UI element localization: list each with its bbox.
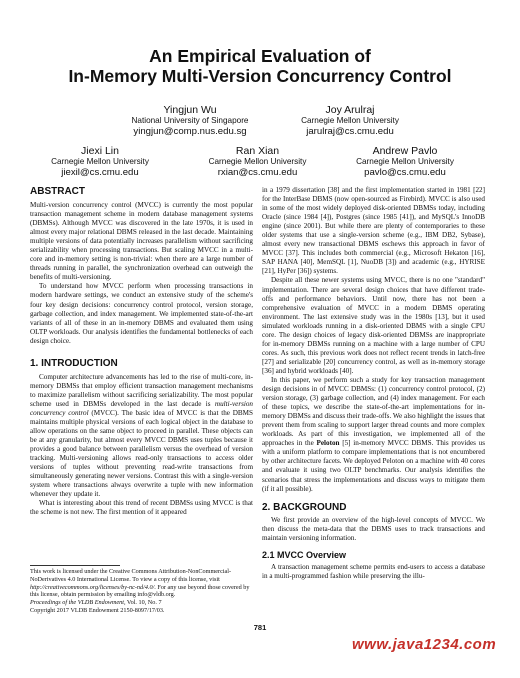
copyright-footnote	[30, 568, 253, 615]
license-link[interactable]: http://creativecommons.org/licenses/by-nc-nd/4.0/	[30, 583, 155, 591]
author-affiliation: National University of Singapore	[131, 116, 249, 125]
abstract-paragraph-1: Multi-version concurrency control (MVCC) is currently the most popular transaction management scheme in modern database management systems (DBMSs). Although MVCC was discovered in the late 1970s, it is used in almost every major relational DBMS released in the last decade. Maintaining multiple versions of data potentially increases parallelism without sacrificing serializability when processing transactions. But scaling MVCC in a multi-core and in-memory setting is non-trivial: when there are a large number of threads running in parallel, the synchronization overhead can outweigh the benefits of multi-versioning.	[30, 201, 253, 282]
intro-continued-paragraph-1: in a 1979 dissertation [38] and the first implementation started in 1981 [22] for the InterBase DBMS (now open-sourced as Firebird). MVCC is also used in some of the most widely deployed disk-oriented DBMSs today, including Oracle (since 1984 [4]), Postgres (since 1985 [41]), and MySQL's InnoDB engine (since 2001). But while there are plenty of contemporaries to these older systems that use a single-version scheme (e.g., IBM DB2, Sybase), almost every new transactional DBMS eschews this approach in favor of MVCC [37]. This includes both commercial (e.g., Microsoft Hekaton [16], SAP HANA [40], MemSQL [1], NuoDB [3]) and academic (e.g., HYRISE [21], HyPer [36]) systems.	[262, 186, 485, 276]
intro-continued-paragraph-3: In this paper, we perform such a study for key transaction management design decisions in of MVCC DBMSs: (1) concurrency control protocol, (2) version storage, (3) garbage collection, and (4) index management. For each of these topics, we describe the state-of-the-art implementations for in-memory DBMSs and discuss their trade-offs. We also highlight the issues that prevent them from scaling to support larger thread counts and more complex workloads. As part of this investigation, we implemented all of the approaches in the Peloton [5] in-memory MVCC DBMS. This provides us with a uniform platform to compare implementations that is not encumbered by other architecture facets. We deployed Peloton on a machine with 40 cores and evaluate it using two OLTP benchmarks. Our analysis identifies the scenarios that stress the implementations and discuss ways to mitigate them (if it all possible).	[262, 375, 485, 493]
intro-continued-paragraph-2: Despite all these newer systems using MVCC, there is no one "standard" implementation. There are several design choices that have different trade-offs and performance behaviors. Until now, there has not been a comprehensive evaluation of MVCC in a modern DBMS operating environment. The last extensive study was in the 1980s [13], but it used simulated workloads running in a disk-oriented DBMS with a single CPU core. The design choices of legacy disk-oriented DBMSs are inappropriate for in-memory DBMSs running on a machine with a large number of CPU cores. As such, this previous work does not reflect recent trends in latch-free [27] and serializable [20] concurrency control, as well as in-memory storage [36] and hybrid workloads [40].	[262, 276, 485, 375]
page-number: 781	[253, 623, 267, 632]
author-name: Jiexi Lin	[81, 145, 119, 157]
author-affiliation: Carnegie Mellon University	[51, 157, 149, 166]
peloton-term: Peloton	[316, 439, 340, 448]
mvcc-term: multi-version concurrency control	[30, 399, 253, 417]
author-name: Andrew Pavlo	[372, 145, 438, 157]
background-heading: 2. BACKGROUND	[262, 501, 347, 513]
author-block-xian	[185, 145, 330, 178]
author-block-arulraj	[275, 104, 425, 137]
proceedings-note: Proceedings of the VLDB Endowment, Vol. 10, No. 7	[30, 599, 162, 607]
author-affiliation: Carnegie Mellon University	[208, 157, 307, 166]
copyright-note: Copyright 2017 VLDB Endowment 2150-8097/17/03.	[30, 606, 165, 614]
introduction-heading: 1. INTRODUCTION	[30, 357, 118, 369]
author-block-pavlo	[330, 145, 480, 178]
mvcc-overview-paragraph: A transaction management scheme permits end-users to access a database in a multi-programmed fashion while preserving the illu-	[262, 562, 485, 580]
author-block-wu	[110, 104, 270, 137]
watermark-text: www.java1234.com	[352, 636, 497, 653]
mvcc-overview-heading: 2.1 MVCC Overview	[262, 549, 347, 560]
abstract-heading: ABSTRACT	[30, 186, 85, 197]
author-email[interactable]: jarulraj@cs.cmu.edu	[306, 126, 394, 137]
permission-email[interactable]: info@vldb.org	[137, 591, 174, 599]
abstract-paragraph-2: To understand how MVCC perform when processing transactions in modern hardware settings, we conduct an extensive study of the scheme's four key design decisions: concurrency control protocol, version storage, garbage collection, and index management. We implemented state-of-the-art variants of all of these in an in-memory DBMS and evaluated them using OLTP workloads. Our analysis identifies the fundamental bottlenecks of each design choice.	[30, 282, 253, 345]
author-name: Joy Arulraj	[325, 104, 375, 116]
paper-title-line-1: An Empirical Evaluation of	[149, 46, 371, 66]
author-name: Yingjun Wu	[163, 104, 217, 116]
author-email[interactable]: jiexil@cs.cmu.edu	[61, 167, 139, 178]
author-name: Ran Xian	[235, 145, 280, 157]
license-note: This work is licensed under the Creative Commons Attribution-NonCommercial-NoDerivatives 4.0 International License. To view a copy of this license, visit http://creativecommons.org/licenses/by-nc-nd/4.0/. For any use beyond those covered by this license, obtain permission by emailing info@vldb.org.	[30, 568, 250, 599]
paper-title-line-2: In-Memory Multi-Version Concurrency Control	[68, 66, 452, 86]
author-email[interactable]: rxian@cs.cmu.edu	[217, 167, 298, 178]
right-column	[262, 186, 485, 581]
introduction-paragraph-1: Computer architecture advancements has led to the rise of multi-core, in-memory DBMSs that employ efficient transaction management mechanisms to maximize parallelism without sacrificing serializability. The most popular scheme used in DBMSs developed in the last decade is multi-version concurrency control (MVCC). The basic idea of MVCC is that the DBMS maintains multiple physical versions of each logical object in the database to allow operations on the same object to proceed in parallel. These objects can be at any granularity, but almost every MVCC DBMS uses tuples because it provides a good balance between parallelism versus the overhead of version tracking. Multi-versioning allows read-only transactions to access older versions of tuples without preventing read-write transactions from simultaneously generating newer versions. Contrast this with a single-version system where transactions always overwrite a tuple with new information whenever they update it.	[30, 372, 253, 499]
left-column	[30, 186, 253, 518]
author-affiliation: Carnegie Mellon University	[301, 116, 399, 125]
background-paragraph: We first provide an overview of the high-level concepts of MVCC. We then discuss the meta-data that the DBMS uses to track transactions and maintain versioning information.	[262, 515, 485, 542]
author-email[interactable]: pavlo@cs.cmu.edu	[364, 167, 446, 178]
author-affiliation: Carnegie Mellon University	[356, 157, 454, 166]
author-email[interactable]: yingjun@comp.nus.edu.sg	[133, 126, 247, 137]
introduction-paragraph-2: What is interesting about this trend of recent DBMSs using MVCC is that the scheme is not new. The first mention of it appeared	[30, 499, 253, 517]
author-block-lin	[30, 145, 170, 178]
footnote-divider	[30, 565, 120, 566]
